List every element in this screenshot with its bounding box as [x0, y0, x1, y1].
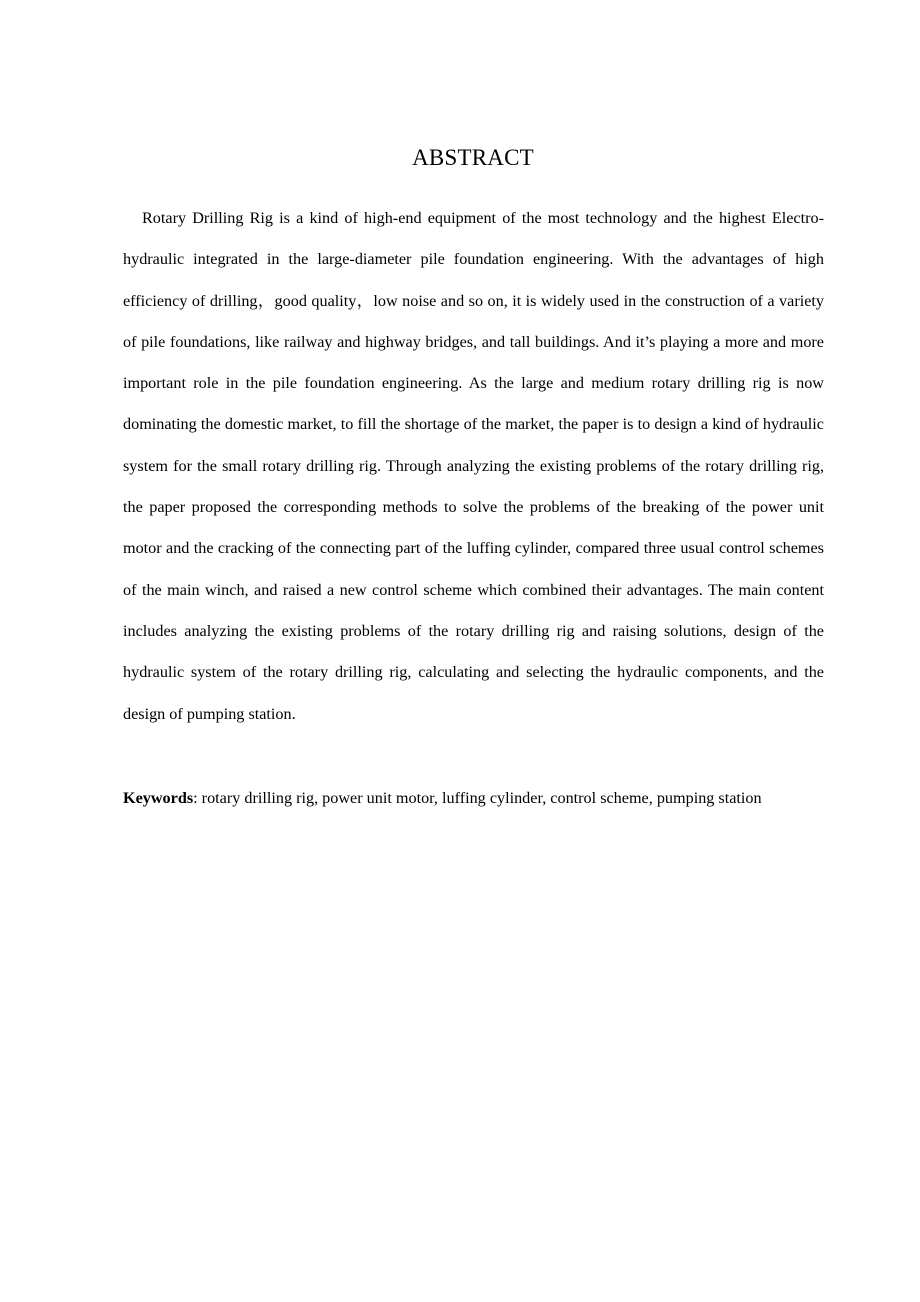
keywords-list: : rotary drilling rig, power unit motor, luffing cylinder, control scheme, pumping station [193, 789, 762, 807]
keywords-label: Keywords [123, 789, 194, 807]
abstract-title: ABSTRACT [412, 145, 534, 170]
keywords-line [123, 784, 863, 812]
abstract-paragraph: Rotary Drilling Rig is a kind of high-end equipment of the most technology and the highest Electro-hydraulic integrated in the large-diameter pile foundation engineering. With the advantages of high efficiency of drilling，good quality，low noise and so on, it is widely used in the construction of a variety of pile foundations, like railway and highway bridges, and tall buildings. And it’s playing a more and more important role in the pile foundation engineering. As the large and medium rotary drilling rig is now dominating the domestic market, to fill the shortage of the market, the paper is to design a kind of hydraulic system for the small rotary drilling rig. Through analyzing the existing problems of the rotary drilling rig, the paper proposed the corresponding methods to solve the problems of the breaking of the power unit motor and the cracking of the connecting part of the luffing cylinder, compared three usual control schemes of the main winch, and raised a new control scheme which combined their advantages. The main content includes analyzing the existing problems of the rotary drilling rig and raising solutions, design of the hydraulic system of the rotary drilling rig, calculating and selecting the hydraulic components, and the design of pumping station. [123, 209, 824, 723]
